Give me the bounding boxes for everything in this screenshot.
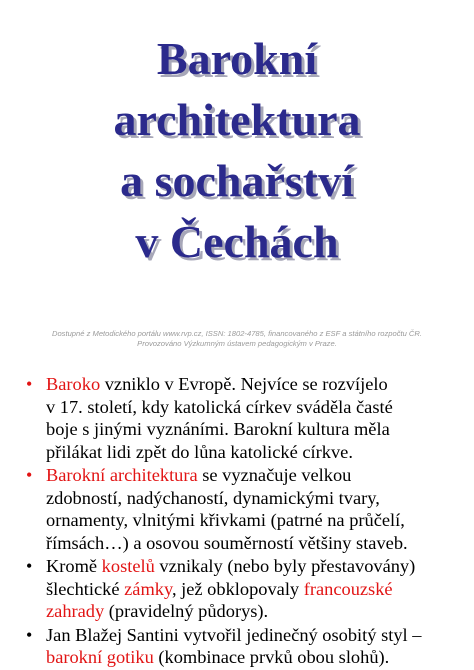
source-note-line-1: Dostupné z Metodického portálu www.rvp.cz, ISSN: 1802-4785, financovaného z ESF a státního rozpočtu ČR. bbox=[51, 329, 423, 338]
bullet-1-line-1-text: vzniklo v Evropě. Nejvíce se rozvíjelo bbox=[100, 374, 388, 394]
title-line-1: Barokní bbox=[156, 33, 318, 84]
bullet-4-line-2 bbox=[46, 646, 472, 669]
bullet-item-kostely bbox=[26, 555, 472, 623]
bullet-3-line-3 bbox=[46, 600, 472, 623]
bullet-4-line-2-text: (kombinace prvků obou slohů). bbox=[153, 647, 390, 667]
title-line-3: a sochařství bbox=[120, 155, 354, 206]
highlight-barokni-gotika: barokní gotiku bbox=[46, 647, 154, 667]
bullet-3-line-1-pre: Kromě bbox=[46, 556, 102, 576]
bullet-3-line-1 bbox=[46, 555, 472, 578]
bullet-dot-icon: • bbox=[26, 374, 33, 394]
bullet-4-line-1: Jan Blažej Santini vytvořil jedinečný osobitý styl – bbox=[46, 624, 422, 645]
highlight-kostelu: kostelů bbox=[101, 556, 155, 576]
bullet-2-line-3: ornamenty, vlnitými křivkami (patrné na průčelí, bbox=[46, 510, 405, 530]
slide-title bbox=[0, 28, 474, 272]
bullet-2-line-1-text: se vyznačuje velkou bbox=[197, 465, 352, 485]
bullet-list bbox=[26, 373, 472, 670]
bullet-3-line-2 bbox=[46, 578, 472, 601]
bullet-item-baroko bbox=[26, 373, 472, 463]
highlight-barokni-architektura: Barokní architektura bbox=[46, 465, 198, 485]
bullet-dot-icon: • bbox=[26, 556, 33, 576]
bullet-1-line-3: boje s jinými vyznáními. Barokní kultura měla bbox=[46, 419, 390, 439]
bullet-1-line-1 bbox=[46, 373, 472, 396]
highlight-baroko: Baroko bbox=[46, 374, 101, 394]
bullet-item-architektura bbox=[26, 464, 472, 554]
highlight-francouzske: francouzské bbox=[303, 578, 393, 599]
bullet-1-line-4: přilákat lidi zpět do lůna katolické církve. bbox=[46, 441, 353, 462]
bullet-item-santini bbox=[26, 624, 472, 669]
bullet-3-line-3-text: (pravidelný půdorys). bbox=[104, 601, 269, 621]
bullet-2-line-4: římsách…) a osovou souměrností většiny staveb. bbox=[46, 532, 408, 553]
source-note-line-2: Provozováno Výzkumným ústavem pedagogickým v Praze. bbox=[137, 339, 337, 348]
bullet-3-line-1-text: vznikaly (nebo byly přestavovány) bbox=[154, 556, 416, 576]
title-line-4: v Čechách bbox=[135, 216, 339, 267]
bullet-1-line-2: v 17. století, kdy katolická církev sváděla časté bbox=[46, 396, 393, 417]
bullet-2-line-1 bbox=[46, 464, 472, 487]
bullet-2-line-2: zdobností, nadýchaností, dynamickými tvary, bbox=[46, 487, 380, 508]
title-line-2: architektura bbox=[113, 94, 361, 145]
bullet-dot-icon: • bbox=[26, 624, 33, 645]
highlight-zahrady: zahrady bbox=[46, 601, 105, 621]
bullet-3-line-2-pre: šlechtické bbox=[46, 578, 125, 599]
bullet-3-line-2-mid: , jež obklopovaly bbox=[171, 578, 304, 599]
highlight-zamky: zámky bbox=[124, 578, 172, 599]
bullet-dot-icon: • bbox=[26, 465, 33, 485]
source-note bbox=[30, 329, 444, 349]
